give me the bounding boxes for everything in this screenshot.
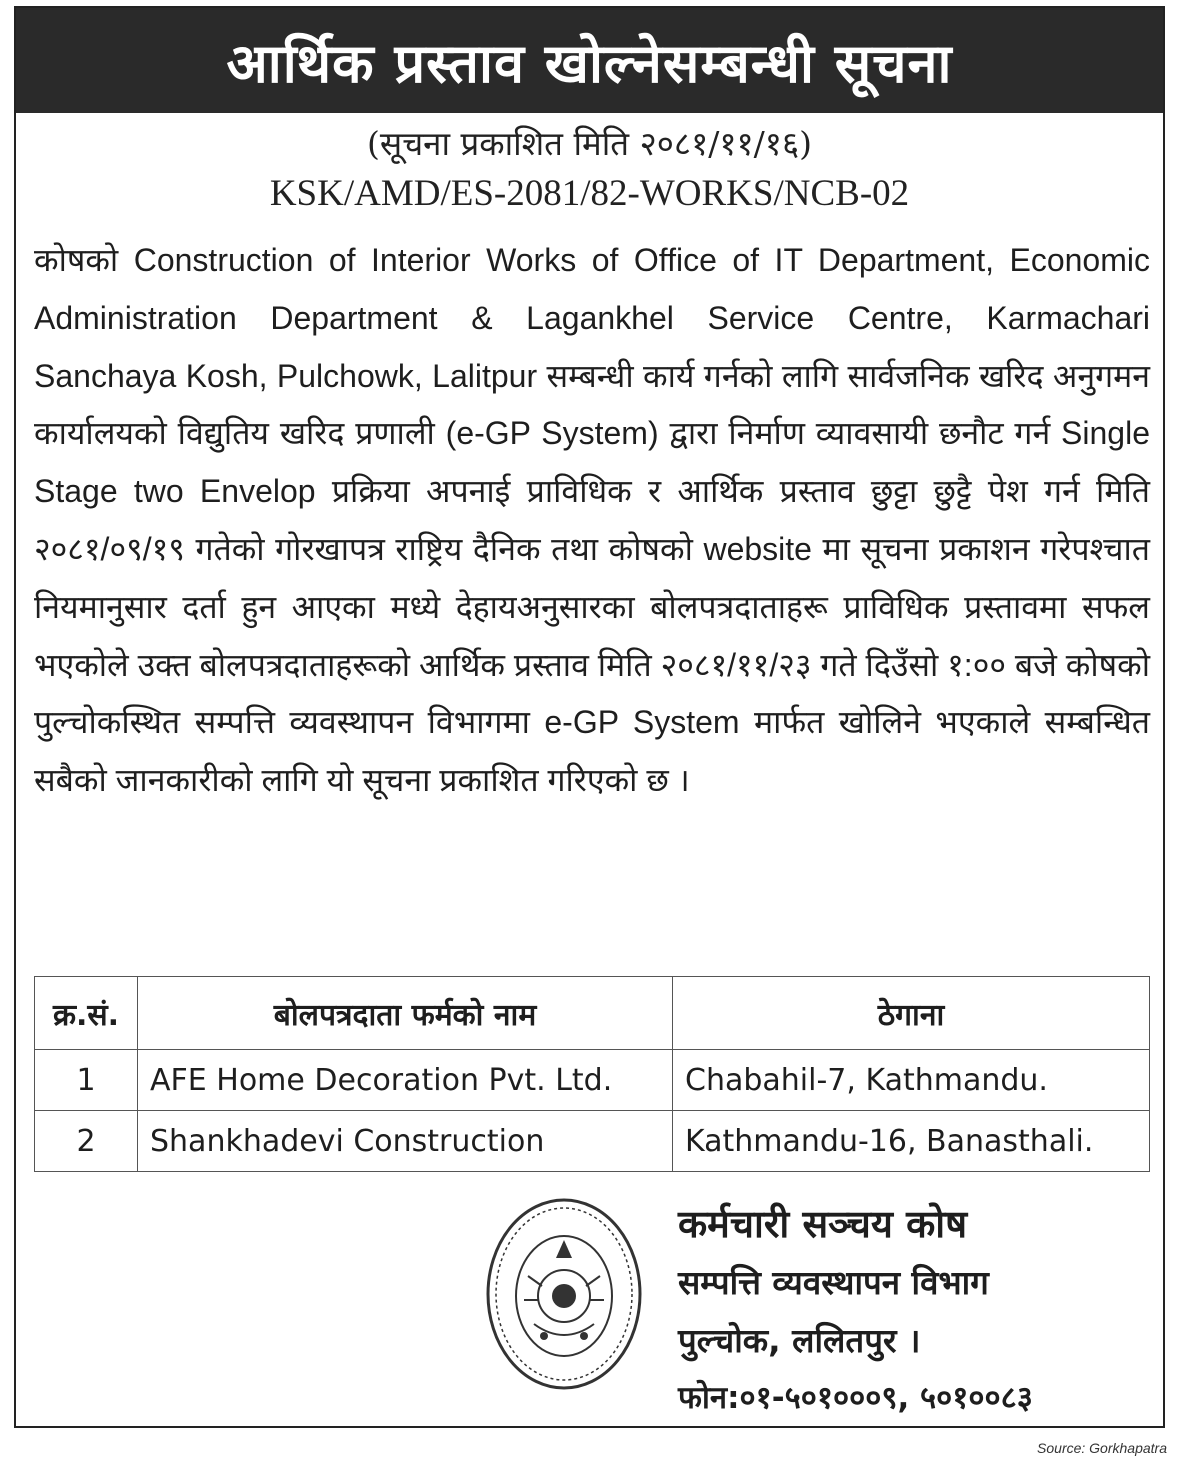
issuer-phone: फोन:०१-५०१०००९, ५०१००८३: [678, 1380, 1033, 1416]
row-serial: 1: [35, 1050, 138, 1111]
source-credit: Source: Gorkhapatra: [1037, 1440, 1167, 1456]
table-row: [35, 1050, 1150, 1111]
header-address: ठेगाना: [673, 977, 1150, 1050]
row-firm-name: Shankhadevi Construction: [138, 1111, 673, 1172]
issuer-department: सम्पत्ति व्यवस्थापन विभाग: [678, 1263, 989, 1302]
header-serial: क्र.सं.: [35, 977, 138, 1050]
notice-frame: [14, 6, 1165, 1428]
notice-title: आर्थिक प्रस्ताव खोल्नेसम्बन्धी सूचना: [16, 8, 1163, 113]
row-address: Kathmandu-16, Banasthali.: [673, 1111, 1150, 1172]
organization-seal-icon: [484, 1196, 644, 1392]
notice-body: कोषको Construction of Interior Works of Office of IT Department, Economic Administration Department & Lagankhel Service Centre, Karmachari Sanchaya Kosh, Pulchowk, Lalitpur सम्बन्धी कार्य गर्नको लागि सार्वजनिक खरिद अनुगमन कार्यालयको विद्युतिय खरिद प्रणाली (e-GP System) द्वारा निर्माण व्यावसायी छनौट गर्न Single Stage two Envelop प्रक्रिया अपनाई प्राविधिक र आर्थिक प्रस्ताव छुट्टा छुट्टै पेश गर्न मिति २०८१/०९/१९ गतेको गोरखापत्र राष्ट्रिय दैनिक तथा कोषको website मा सूचना प्रकाशन गरेपश्चात नियमानुसार दर्ता हुन आएका मध्ये देहायअनुसारका बोलपत्रदाताहरू प्राविधिक प्रस्तावमा सफल भएकोले उक्त बोलपत्रदाताहरूको आर्थिक प्रस्ताव मिति २०८१/११/२३ गते दिउँसो १:०० बजे कोषको पुल्चोकस्थित सम्पत्ति व्यवस्थापन विभागमा e-GP System मार्फत खोलिने भएकाले सम्बन्धित सबैको जानकारीको लागि यो सूचना प्रकाशित गरिएको छ ।: [34, 242, 1150, 799]
bidders-table: [34, 976, 1150, 1172]
header-firm-name: बोलपत्रदाता फर्मको नाम: [138, 977, 673, 1050]
row-serial: 2: [35, 1111, 138, 1172]
published-date: (सूचना प्रकाशित मिति २०८१/११/१६): [367, 124, 812, 163]
row-firm-name: AFE Home Decoration Pvt. Ltd.: [138, 1050, 673, 1111]
issuer-organization: कर्मचारी सञ्चय कोष: [678, 1202, 968, 1246]
table-row: [35, 1111, 1150, 1172]
reference-number: KSK/AMD/ES-2081/82-WORKS/NCB-02: [269, 173, 910, 214]
row-address: Chabahil-7, Kathmandu.: [673, 1050, 1150, 1111]
table-header-row: [35, 977, 1150, 1050]
issuer-location: पुल्चोक, ललितपुर ।: [678, 1321, 921, 1360]
issuer-block: [678, 1194, 1148, 1426]
